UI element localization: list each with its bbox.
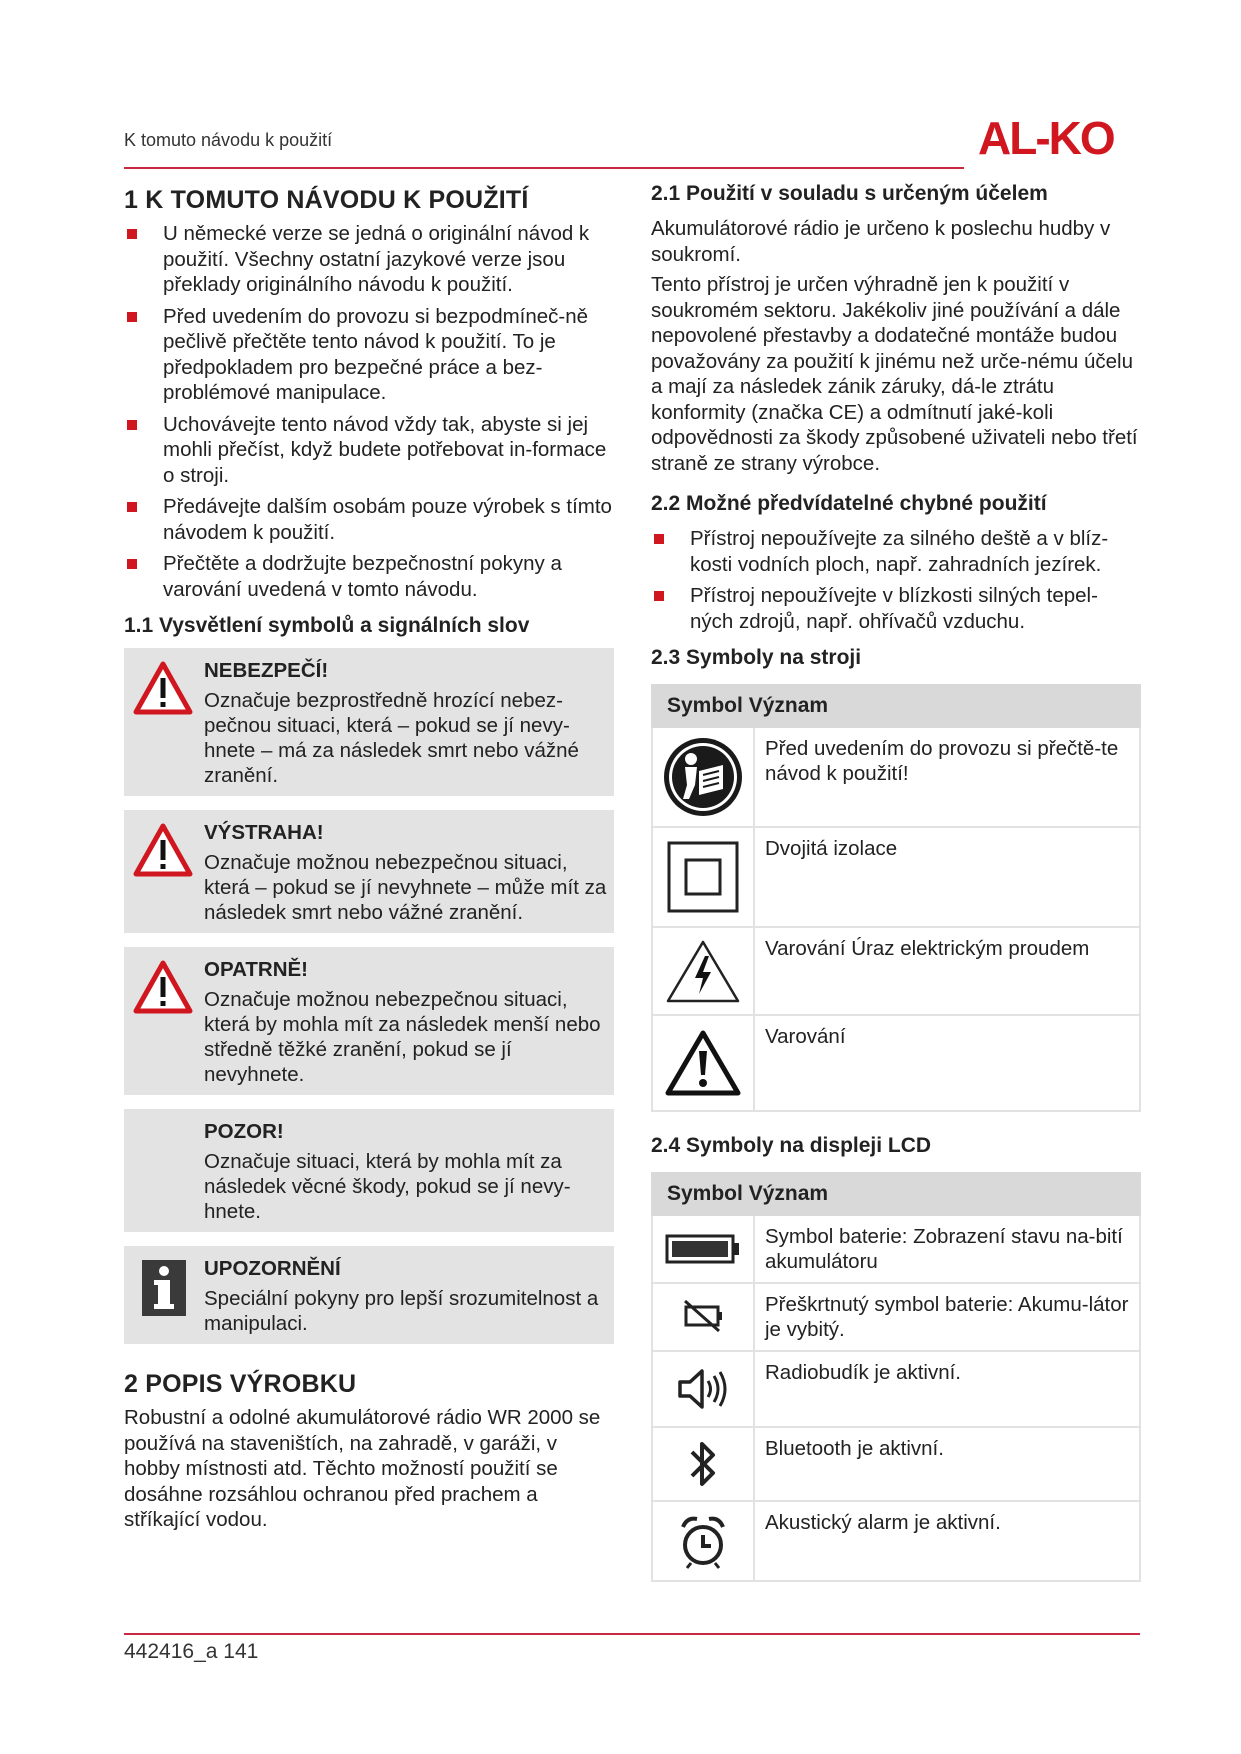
- table-row: [652, 1501, 1140, 1581]
- signal-title: UPOZORNĚNÍ: [204, 1257, 341, 1280]
- meaning-cell: Akustický alarm je aktivní.: [754, 1501, 1140, 1581]
- bullet-square-icon: [127, 502, 137, 512]
- signal-box-caution: [124, 947, 614, 1095]
- warning-triangle-icon: [132, 959, 194, 1017]
- section-2-heading: 2 POPIS VÝROBKU: [124, 1370, 357, 1398]
- lcd-symbols-table: [651, 1172, 1141, 1582]
- page-number: 442416_a 141: [124, 1640, 259, 1663]
- meaning-cell: Dvojitá izolace: [754, 827, 1140, 927]
- signal-box-info: [124, 1246, 614, 1344]
- table-row: [652, 927, 1140, 1015]
- bullet-square-icon: [127, 312, 137, 322]
- warning-triangle-icon: [132, 660, 194, 718]
- speaker-icon: [652, 1351, 754, 1427]
- meaning-cell: Radiobudík je aktivní.: [754, 1351, 1140, 1427]
- signal-title: VÝSTRAHA!: [204, 821, 324, 844]
- left-column: [124, 180, 614, 1538]
- meaning-cell: Bluetooth je aktivní.: [754, 1427, 1140, 1501]
- section-2-3-heading: 2.3 Symboly na stroji: [651, 646, 862, 669]
- use-paragraph-2: Tento přístroj je určen výhradně jen k použití v soukromém sektoru. Jakékoliv jiné používání a dále nepovolené přestavby a dodatečné montáže budou považovány za použití k jinému než urče-nému účelu a mají za následek zánik záruky, dá-le ztrátu konformity (značka CE) a odmítnutí jaké-koli odpovědnosti za škody způsobené uživateli nebo třetí straně ze strany výrobce.: [651, 273, 1138, 475]
- table-row: [652, 1015, 1140, 1111]
- double-insulation-icon: [652, 827, 754, 927]
- electric-shock-warning-icon: [652, 927, 754, 1015]
- meaning-cell: Před uvedením do provozu si přečtě-te návod k použití!: [754, 727, 1140, 827]
- list-item: Před uvedením do provozu si bezpodmíneč-ně pečlivě přečtěte tento návod k použití. To je předpokladem pro bezpečné práce a bez-problémové manipulace.: [124, 304, 614, 406]
- table-header: Symbol Význam: [652, 685, 1140, 727]
- info-icon: [132, 1258, 194, 1316]
- alko-logo: [978, 112, 1141, 162]
- bullet-square-icon: [127, 229, 137, 239]
- signal-text: Označuje bezprostředně hrozící nebez-pečnou situaci, která – pokud se jí nevy-hnete – má za následek smrt nebo vážné zranění.: [204, 689, 579, 787]
- signal-text: Označuje situaci, která by mohla mít za následek věcné škody, pokud se jí nevy-hnete.: [204, 1150, 571, 1223]
- list-item: Přístroj nepoužívejte za silného deště a v blíz-kosti vodních ploch, např. zahradních jezírek.: [651, 526, 1141, 577]
- table-row: [652, 1215, 1140, 1283]
- list-item: Přečtěte a dodržujte bezpečnostní pokyny a varování uvedená v tomto návodu.: [124, 551, 614, 602]
- meaning-cell: Varování Úraz elektrickým proudem: [754, 927, 1140, 1015]
- meaning-cell: Varování: [754, 1015, 1140, 1111]
- signal-text: Označuje možnou nebezpečnou situaci, která – pokud se jí nevyhnete – může mít za následek smrt nebo vážné zranění.: [204, 851, 607, 924]
- signal-box-notice: [124, 1109, 614, 1232]
- bullet-square-icon: [127, 559, 137, 569]
- table-row: [652, 827, 1140, 927]
- section-1-1-heading: 1.1 Vysvětlení symbolů a signálních slov: [124, 614, 530, 637]
- signal-title: NEBEZPEČÍ!: [204, 659, 329, 682]
- list-item: Přístroj nepoužívejte v blízkosti silných tepel-ných zdrojů, např. ohřívačů vzduchu.: [651, 583, 1141, 634]
- section-2-2-heading: 2.2 Možné předvídatelné chybné použití: [651, 492, 1047, 515]
- battery-icon: [652, 1215, 754, 1283]
- list-item: U německé verze se jedná o originální návod k použití. Všechny ostatní jazykové verze jsou překlady originálního návodu k použití.: [124, 221, 614, 298]
- alarm-clock-icon: [652, 1501, 754, 1581]
- meaning-cell: Symbol baterie: Zobrazení stavu na-bití akumulátoru: [754, 1215, 1140, 1283]
- signal-box-warning: [124, 810, 614, 933]
- bullet-square-icon: [654, 534, 664, 544]
- misuse-bullet-list: [651, 526, 1141, 634]
- intro-bullet-list: [124, 221, 614, 602]
- list-item: Předávejte dalším osobám pouze výrobek s tímto návodem k použití.: [124, 494, 614, 545]
- running-title: K tomuto návodu k použití: [124, 130, 333, 150]
- signal-title: POZOR!: [204, 1120, 284, 1143]
- general-warning-icon: [652, 1015, 754, 1111]
- section-1-heading: 1 K TOMUTO NÁVODU K POUŽITÍ: [124, 186, 529, 214]
- bluetooth-icon: [652, 1427, 754, 1501]
- bullet-square-icon: [654, 591, 664, 601]
- table-row: [652, 1427, 1140, 1501]
- table-row: [652, 1283, 1140, 1351]
- section-2-1-heading: 2.1 Použití v souladu s určeným účelem: [651, 182, 1048, 205]
- bullet-square-icon: [127, 420, 137, 430]
- table-header: Symbol Význam: [652, 1173, 1140, 1215]
- right-column: [651, 180, 1141, 1600]
- signal-text: Označuje možnou nebezpečnou situaci, která by mohla mít za následek menší nebo středně těžké zranění, pokud se jí nevyhnete.: [204, 988, 601, 1086]
- list-item: Uchovávejte tento návod vždy tak, abyste si jej mohli přečíst, když budete potřebovat in-formace o stroji.: [124, 412, 614, 489]
- signal-text: Speciální pokyny pro lepší srozumitelnost a manipulaci.: [204, 1287, 599, 1335]
- battery-crossed-icon: [652, 1283, 754, 1351]
- signal-box-danger: [124, 648, 614, 796]
- table-row: [652, 1351, 1140, 1427]
- product-description: Robustní a odolné akumulátorové rádio WR 2000 se používá na staveništích, na zahradě, v garáži, v hobby místnosti atd. Těchto možností použití se dosáhne rozsáhlou ochranou před prachem a stříkající vodou.: [124, 1406, 601, 1531]
- logo-text: AL-KO: [978, 112, 1114, 162]
- footer-divider: [124, 1633, 1140, 1635]
- header-divider: [124, 167, 964, 169]
- section-2-4-heading: 2.4 Symboly na displeji LCD: [651, 1134, 932, 1157]
- meaning-cell: Přeškrtnutý symbol baterie: Akumu-látor je vybitý.: [754, 1283, 1140, 1351]
- table-row: [652, 727, 1140, 827]
- warning-triangle-icon: [132, 822, 194, 880]
- machine-symbols-table: [651, 684, 1141, 1112]
- read-manual-icon: [652, 727, 754, 827]
- use-paragraph-1: Akumulátorové rádio je určeno k poslechu hudby v soukromí.: [651, 217, 1111, 266]
- signal-title: OPATRNĚ!: [204, 958, 309, 981]
